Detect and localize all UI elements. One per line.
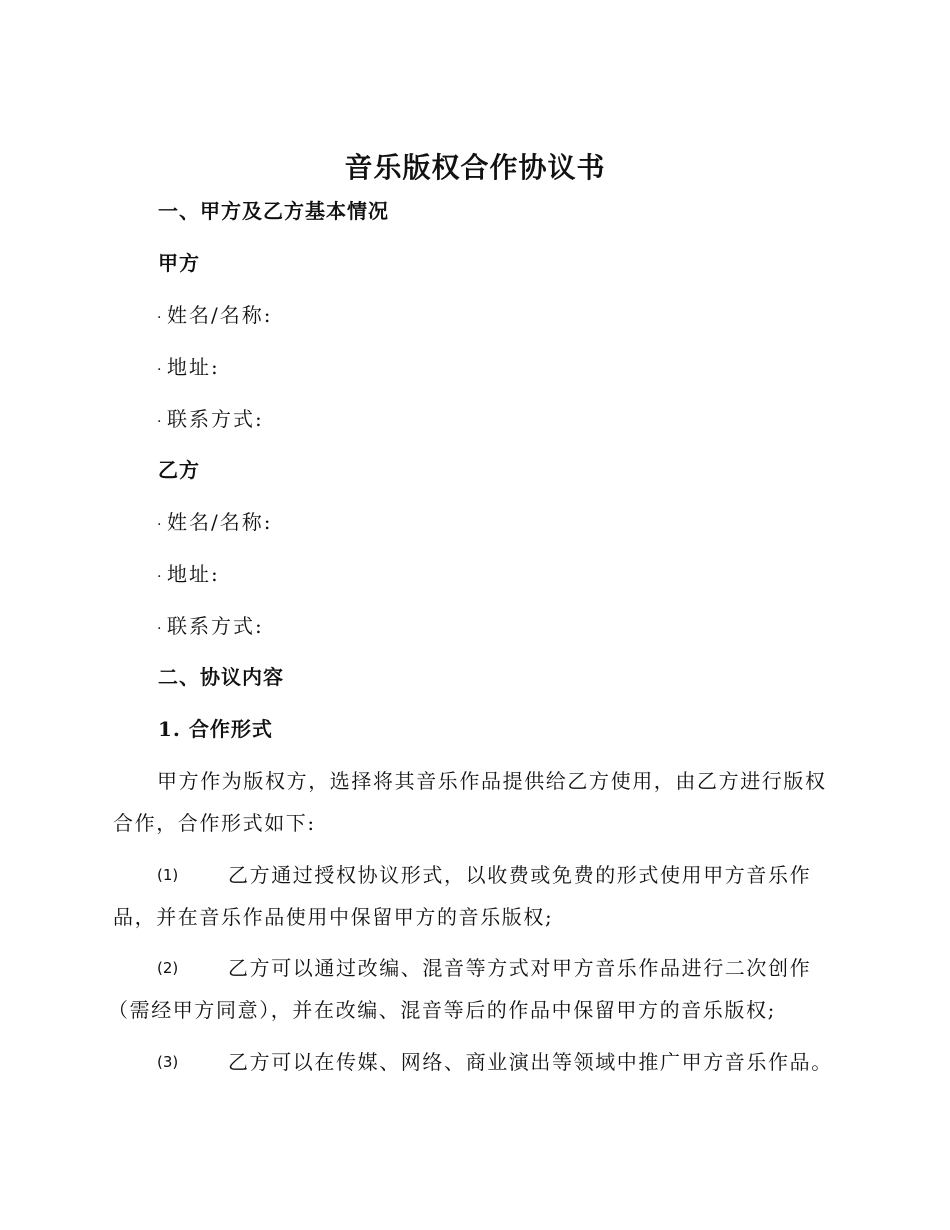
item-number: (2): [157, 959, 179, 977]
field-label: 地址:: [167, 355, 220, 379]
bullet-mark: ·: [157, 362, 164, 378]
section-heading-basic-info: 一、甲方及乙方基本情况: [158, 199, 389, 223]
party-a-address-field: [157, 352, 220, 385]
item-1-line-2: 品，并在音乐作品使用中保留甲方的音乐版权;: [113, 905, 554, 929]
party-a-label: 甲方: [158, 251, 200, 275]
party-b-label: 乙方: [158, 458, 200, 482]
party-b-address-field: [157, 559, 220, 592]
item-2-line-2: （需经甲方同意），并在改编、混音等后的作品中保留甲方的音乐版权;: [108, 998, 776, 1022]
item-2-line-1: 乙方可以通过改编、混音等方式对甲方音乐作品进行二次创作: [228, 956, 812, 980]
subsection-heading-cooperation-form: 1. 合作形式: [158, 717, 273, 741]
intro-paragraph-line-2: 合作，合作形式如下:: [113, 811, 316, 835]
field-label: 地址:: [167, 562, 220, 586]
party-a-contact-field: [157, 404, 264, 437]
bullet-mark: ·: [157, 517, 164, 533]
party-a-name-field: [157, 300, 272, 333]
intro-paragraph-line-1: 甲方作为版权方，选择将其音乐作品提供给乙方使用，由乙方进行版权: [157, 769, 827, 793]
bullet-mark: ·: [157, 414, 164, 430]
item-1-line-1: 乙方通过授权协议形式，以收费或免费的形式使用甲方音乐作: [228, 863, 812, 887]
item-number: (3): [157, 1053, 179, 1071]
party-b-contact-field: [157, 611, 264, 644]
bullet-mark: ·: [157, 569, 164, 585]
bullet-mark: ·: [157, 621, 164, 637]
item-number: (1): [157, 866, 179, 884]
section-heading-agreement: 二、协议内容: [158, 665, 284, 689]
bullet-mark: ·: [157, 310, 164, 326]
party-b-name-field: [157, 507, 272, 540]
field-label: 联系方式:: [167, 614, 264, 638]
field-label: 姓名/名称:: [167, 303, 273, 327]
item-3-line-1: 乙方可以在传媒、网络、商业演出等领域中推广甲方音乐作品。: [228, 1050, 833, 1074]
field-label: 姓名/名称:: [167, 510, 273, 534]
document-title: 音乐版权合作协议书: [344, 151, 606, 184]
field-label: 联系方式:: [167, 407, 264, 431]
